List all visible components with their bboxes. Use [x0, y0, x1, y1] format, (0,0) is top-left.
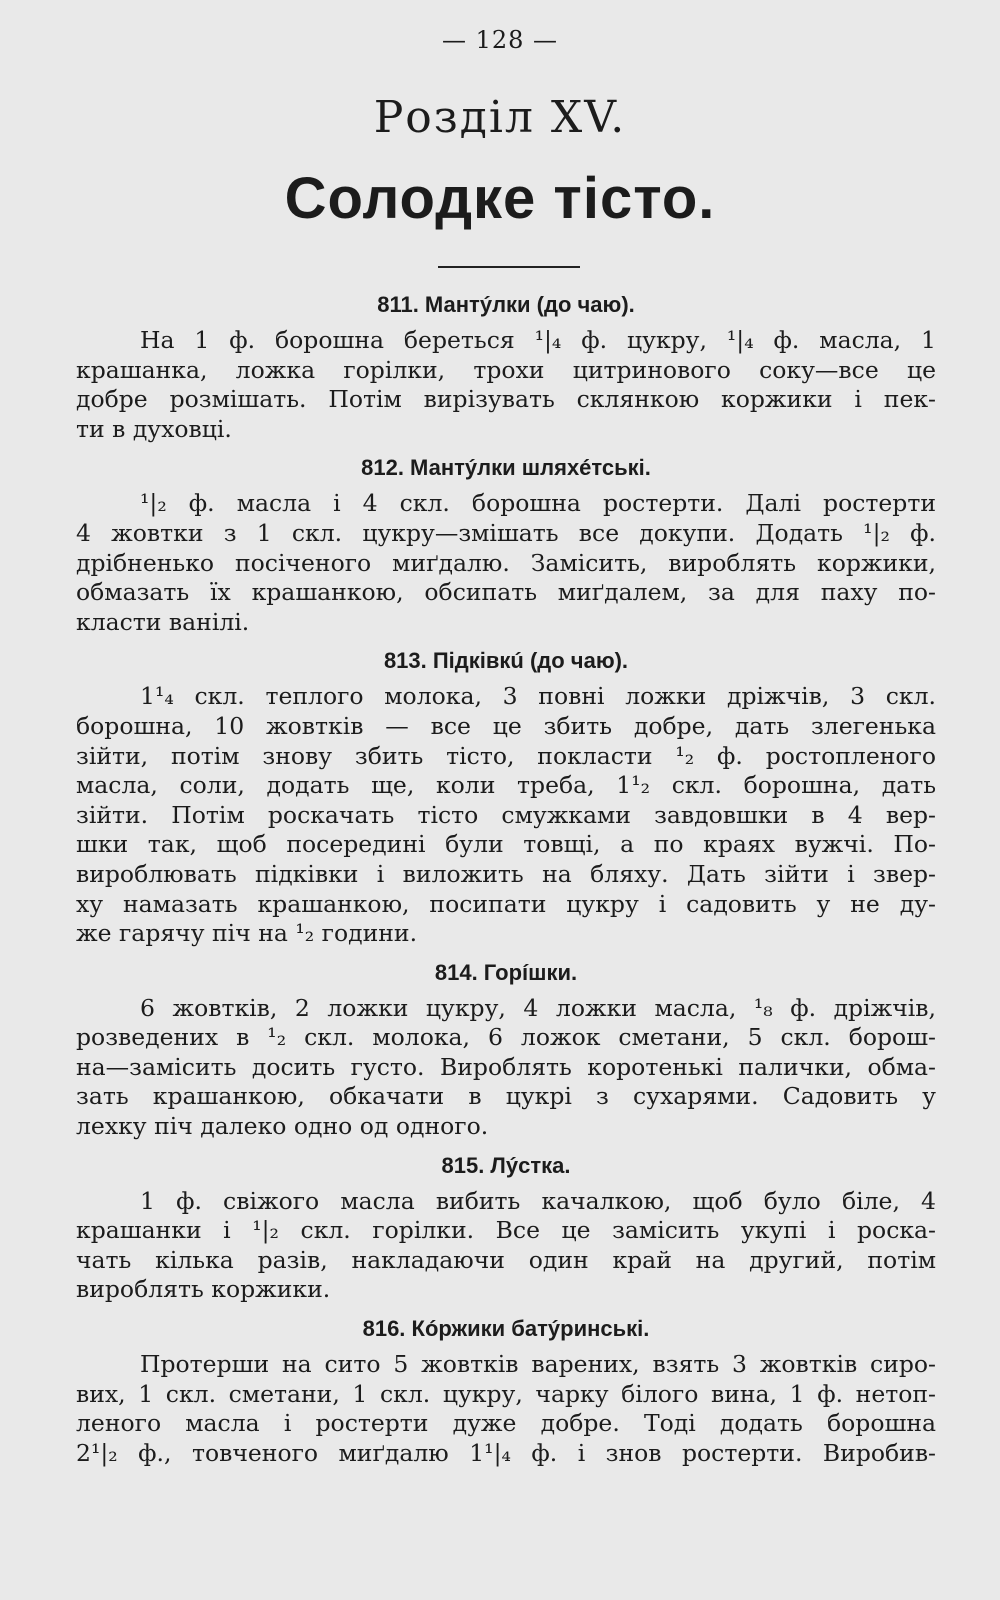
text-line: шки так, щоб посередині були товщі, а по краях вужчі. По- [76, 830, 936, 859]
recipe-body [76, 326, 936, 444]
text-line: ¹|₂ ф. масла і 4 скл. борошна ростерти. Далі ростерти [140, 489, 936, 518]
text-line: лехку піч далеко одно од одного. [76, 1112, 489, 1141]
text-line: добре розмішать. Потім вирізувать склянкою коржики і пек- [76, 385, 936, 414]
recipe-title: 816. Кóржики батýринські. [362, 1316, 650, 1342]
recipe-body [76, 489, 936, 637]
text-line: вироблять коржики. [76, 1275, 331, 1304]
text-line: вироблювать підківки і виложить на бляху. Дать зійти і звер- [76, 859, 936, 888]
text-line: ху намазать крашанкою, посипати цукру і садовить у не ду- [76, 889, 936, 918]
chapter-title: Солодке тісто. [284, 166, 716, 231]
text-line: 2¹|₂ ф., товченого миґдалю 1¹|₄ ф. і знов ростерти. Виробив- [76, 1438, 936, 1467]
text-line: 4 жовтки з 1 скл. цукру—змішать все докупи. Додать ¹|₂ ф. [76, 518, 936, 547]
text-line: зійти, потім знову збить тісто, покласти ¹₂ ф. ростопленого [76, 741, 936, 770]
text-line: класти ванілі. [76, 607, 250, 636]
section-heading: Розділ XV. [373, 92, 627, 143]
recipe-title: 814. Горíшки. [434, 959, 578, 985]
text-line: 1¹₄ скл. теплого молока, 3 повні ложки дріжчів, 3 скл. [140, 682, 936, 711]
title-divider [438, 266, 580, 268]
text-line: Протерши на сито 5 жовтків варених, взять 3 жовтків сиро- [140, 1350, 936, 1379]
recipe-body [76, 1350, 936, 1468]
text-line: чать кілька разів, накладаючи один край на другий, потім [76, 1245, 936, 1274]
page-number: — 128 — [441, 26, 559, 54]
text-line: леного масла і ростерти дуже добре. Тоді додать борошна [76, 1409, 936, 1438]
text-line: крашанки і ¹|₂ скл. горілки. Все це замісить укупі і роска- [76, 1216, 936, 1245]
text-line: На 1 ф. борошна береться ¹|₄ ф. цукру, ¹|₄ ф. масла, 1 [140, 326, 936, 354]
text-line: зать крашанкою, обкачати в цукрі з сухарями. Садовить у [76, 1082, 936, 1111]
text-line: зійти. Потім роскачать тісто смужками завдовшки в 4 вер- [76, 800, 936, 829]
text-line: на—замісить досить густо. Вироблять коротенькі палички, обма- [76, 1052, 936, 1081]
recipe-body [76, 994, 936, 1142]
text-line: борошна, 10 жовтків — все це збить добре, дать злегенька [76, 711, 936, 740]
text-line: 1 ф. свіжого масла вибить качалкою, щоб було біле, 4 [140, 1186, 936, 1215]
recipe-title: 811. Мантýлки (до чаю). [377, 292, 635, 317]
text-line: крашанка, ложка горілки, трохи цитринового соку—все це [76, 355, 936, 384]
recipe-title: 813. Підківкú (до чаю). [383, 648, 629, 674]
text-line: 6 жовтків, 2 ложки цукру, 4 ложки масла, ¹₈ ф. дріжчів, [140, 993, 936, 1022]
recipe-list [76, 290, 936, 1477]
text-line: дрібненько посіченого миґдалю. Замісить, вироблять коржики, [76, 548, 936, 577]
text-line: обмазать їх крашанкою, обсипать миґдалем, за для паху по- [76, 578, 936, 607]
recipe-title: 815. Лýстка. [441, 1152, 571, 1178]
recipe-body [76, 1187, 936, 1305]
recipe-title: 812. Мантýлки шляхéтські. [361, 455, 651, 481]
text-line: вих, 1 скл. сметани, 1 скл. цукру, чарку білого вина, 1 ф. нетоп- [76, 1379, 936, 1408]
recipe-body [76, 682, 936, 948]
text-line: же гарячу піч на ¹₂ години. [76, 919, 418, 948]
text-line: ти в духовці. [76, 414, 232, 443]
text-line: масла, соли, додать ще, коли треба, 1¹₂ скл. борошна, дать [76, 771, 936, 800]
text-line: розведених в ¹₂ скл. молока, 6 ложок сметани, 5 скл. борош- [76, 1023, 936, 1052]
